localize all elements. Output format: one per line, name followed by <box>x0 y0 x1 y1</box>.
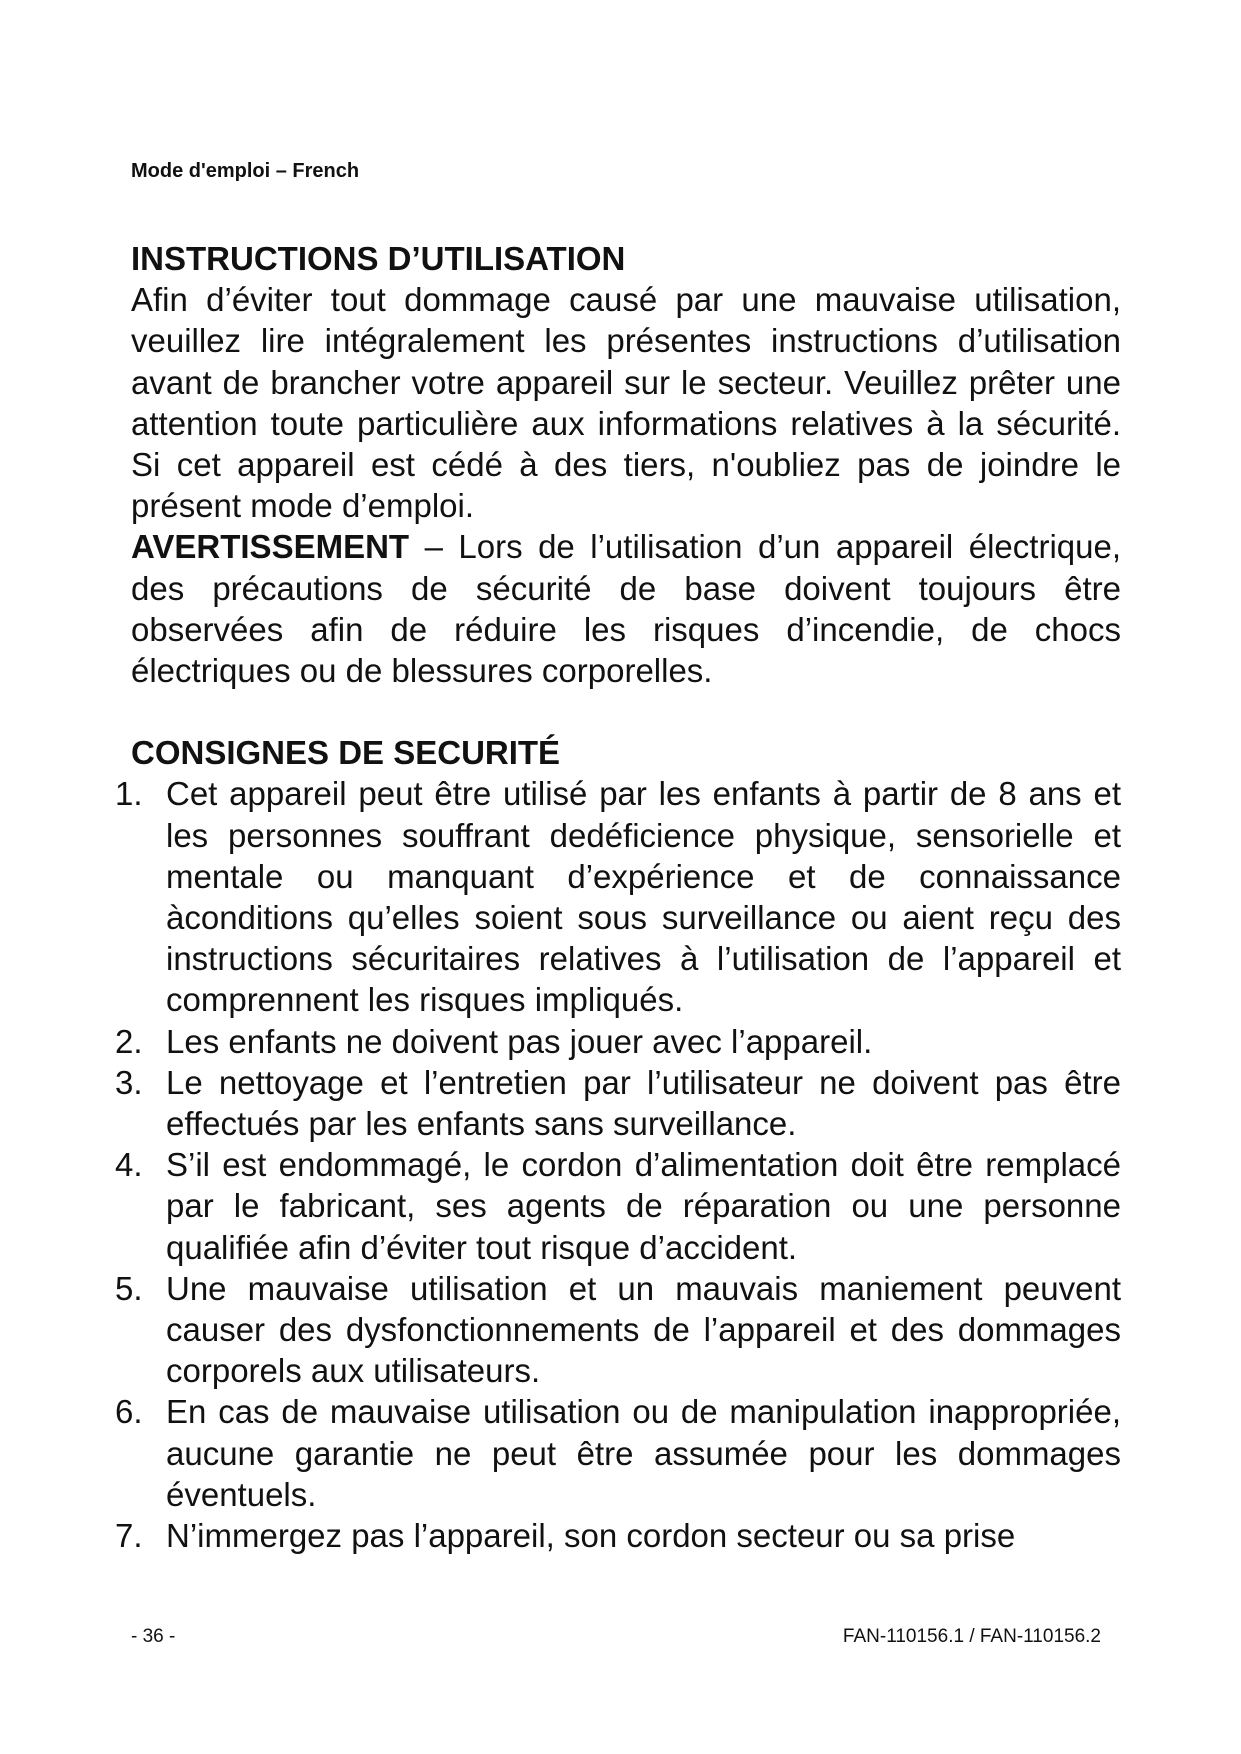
list-text: Une mauvaise utilisation et un mauvais maniement peuvent causer des dysfonctionnements de l’appareil et des dommages corporels aux utilisateurs. <box>166 1269 1121 1390</box>
page-number: - 36 - <box>131 1626 176 1647</box>
list-text: Cet appareil peut être utilisé par les enfants à partir de 8 ans et les personnes souffrant dedéficience physique, sensorielle et mentale ou manquant d’expérience et de connaissance àconditions qu’elles soient sous surveillance ou aient reçu des instructions sécuritaires relatives à l’utilisation de l’appareil et comprennent les risques impliqués. <box>166 775 1121 1019</box>
section-spacer <box>131 691 1121 732</box>
list-item <box>115 1515 1121 1556</box>
list-number: 2. <box>115 1022 143 1060</box>
document-body <box>115 238 1121 1556</box>
list-text: En cas de mauvaise utilisation ou de manipulation inappropriée, aucune garantie ne peut être assumée pour les dommages éventuels. <box>166 1393 1121 1513</box>
list-number: 3. <box>115 1063 143 1101</box>
list-item <box>115 1062 1121 1144</box>
safety-list <box>115 773 1121 1556</box>
list-number: 1. <box>115 775 143 813</box>
warning-text: – Lors de l’utilisation d’un appareil électrique, des précautions de sécurité de base doivent toujours être observées afin de réduire les risques d’incendie, de chocs électriques ou de blessures corporelles. <box>131 528 1121 690</box>
warning-paragraph <box>131 526 1121 691</box>
list-item <box>115 1021 1121 1062</box>
list-text: N’immergez pas l’appareil, son cordon secteur ou sa prise <box>166 1517 1016 1555</box>
list-text: S’il est endommagé, le cordon d’alimentation doit être remplacé par le fabricant, ses agents de réparation ou une personne qualifiée afin d’éviter tout risque d’accident. <box>166 1146 1121 1266</box>
list-number: 6. <box>115 1393 143 1431</box>
safety-title: CONSIGNES DE SECURITÉ <box>131 734 561 772</box>
list-item <box>115 1144 1121 1268</box>
list-text: Le nettoyage et l’entretien par l’utilisateur ne doivent pas être effectués par les enfants sans surveillance. <box>166 1063 1121 1143</box>
list-text: Les enfants ne doivent pas jouer avec l’appareil. <box>166 1022 873 1060</box>
list-number: 5. <box>115 1269 143 1307</box>
list-item <box>115 773 1121 1020</box>
model-number: FAN-110156.1 / FAN-110156.2 <box>842 1626 1101 1647</box>
warning-label: AVERTISSEMENT <box>131 528 410 566</box>
instructions-title: INSTRUCTIONS D’UTILISATION <box>131 240 626 277</box>
list-item <box>115 1268 1121 1392</box>
list-number: 4. <box>115 1146 143 1184</box>
page-header: Mode d'emploi – French <box>131 160 360 182</box>
list-item <box>115 1391 1121 1515</box>
instructions-intro: Afin d’éviter tout dommage causé par une mauvaise utilisation, veuillez lire intégralement les présentes instructions d’utilisation avant de brancher votre appareil sur le secteur. Veuillez prêter une attention toute particulière aux informations relatives à la sécurité. Si cet appareil est cédé à des tiers, n'oubliez pas de joindre le présent mode d’emploi. <box>131 281 1121 525</box>
list-number: 7. <box>115 1517 143 1555</box>
